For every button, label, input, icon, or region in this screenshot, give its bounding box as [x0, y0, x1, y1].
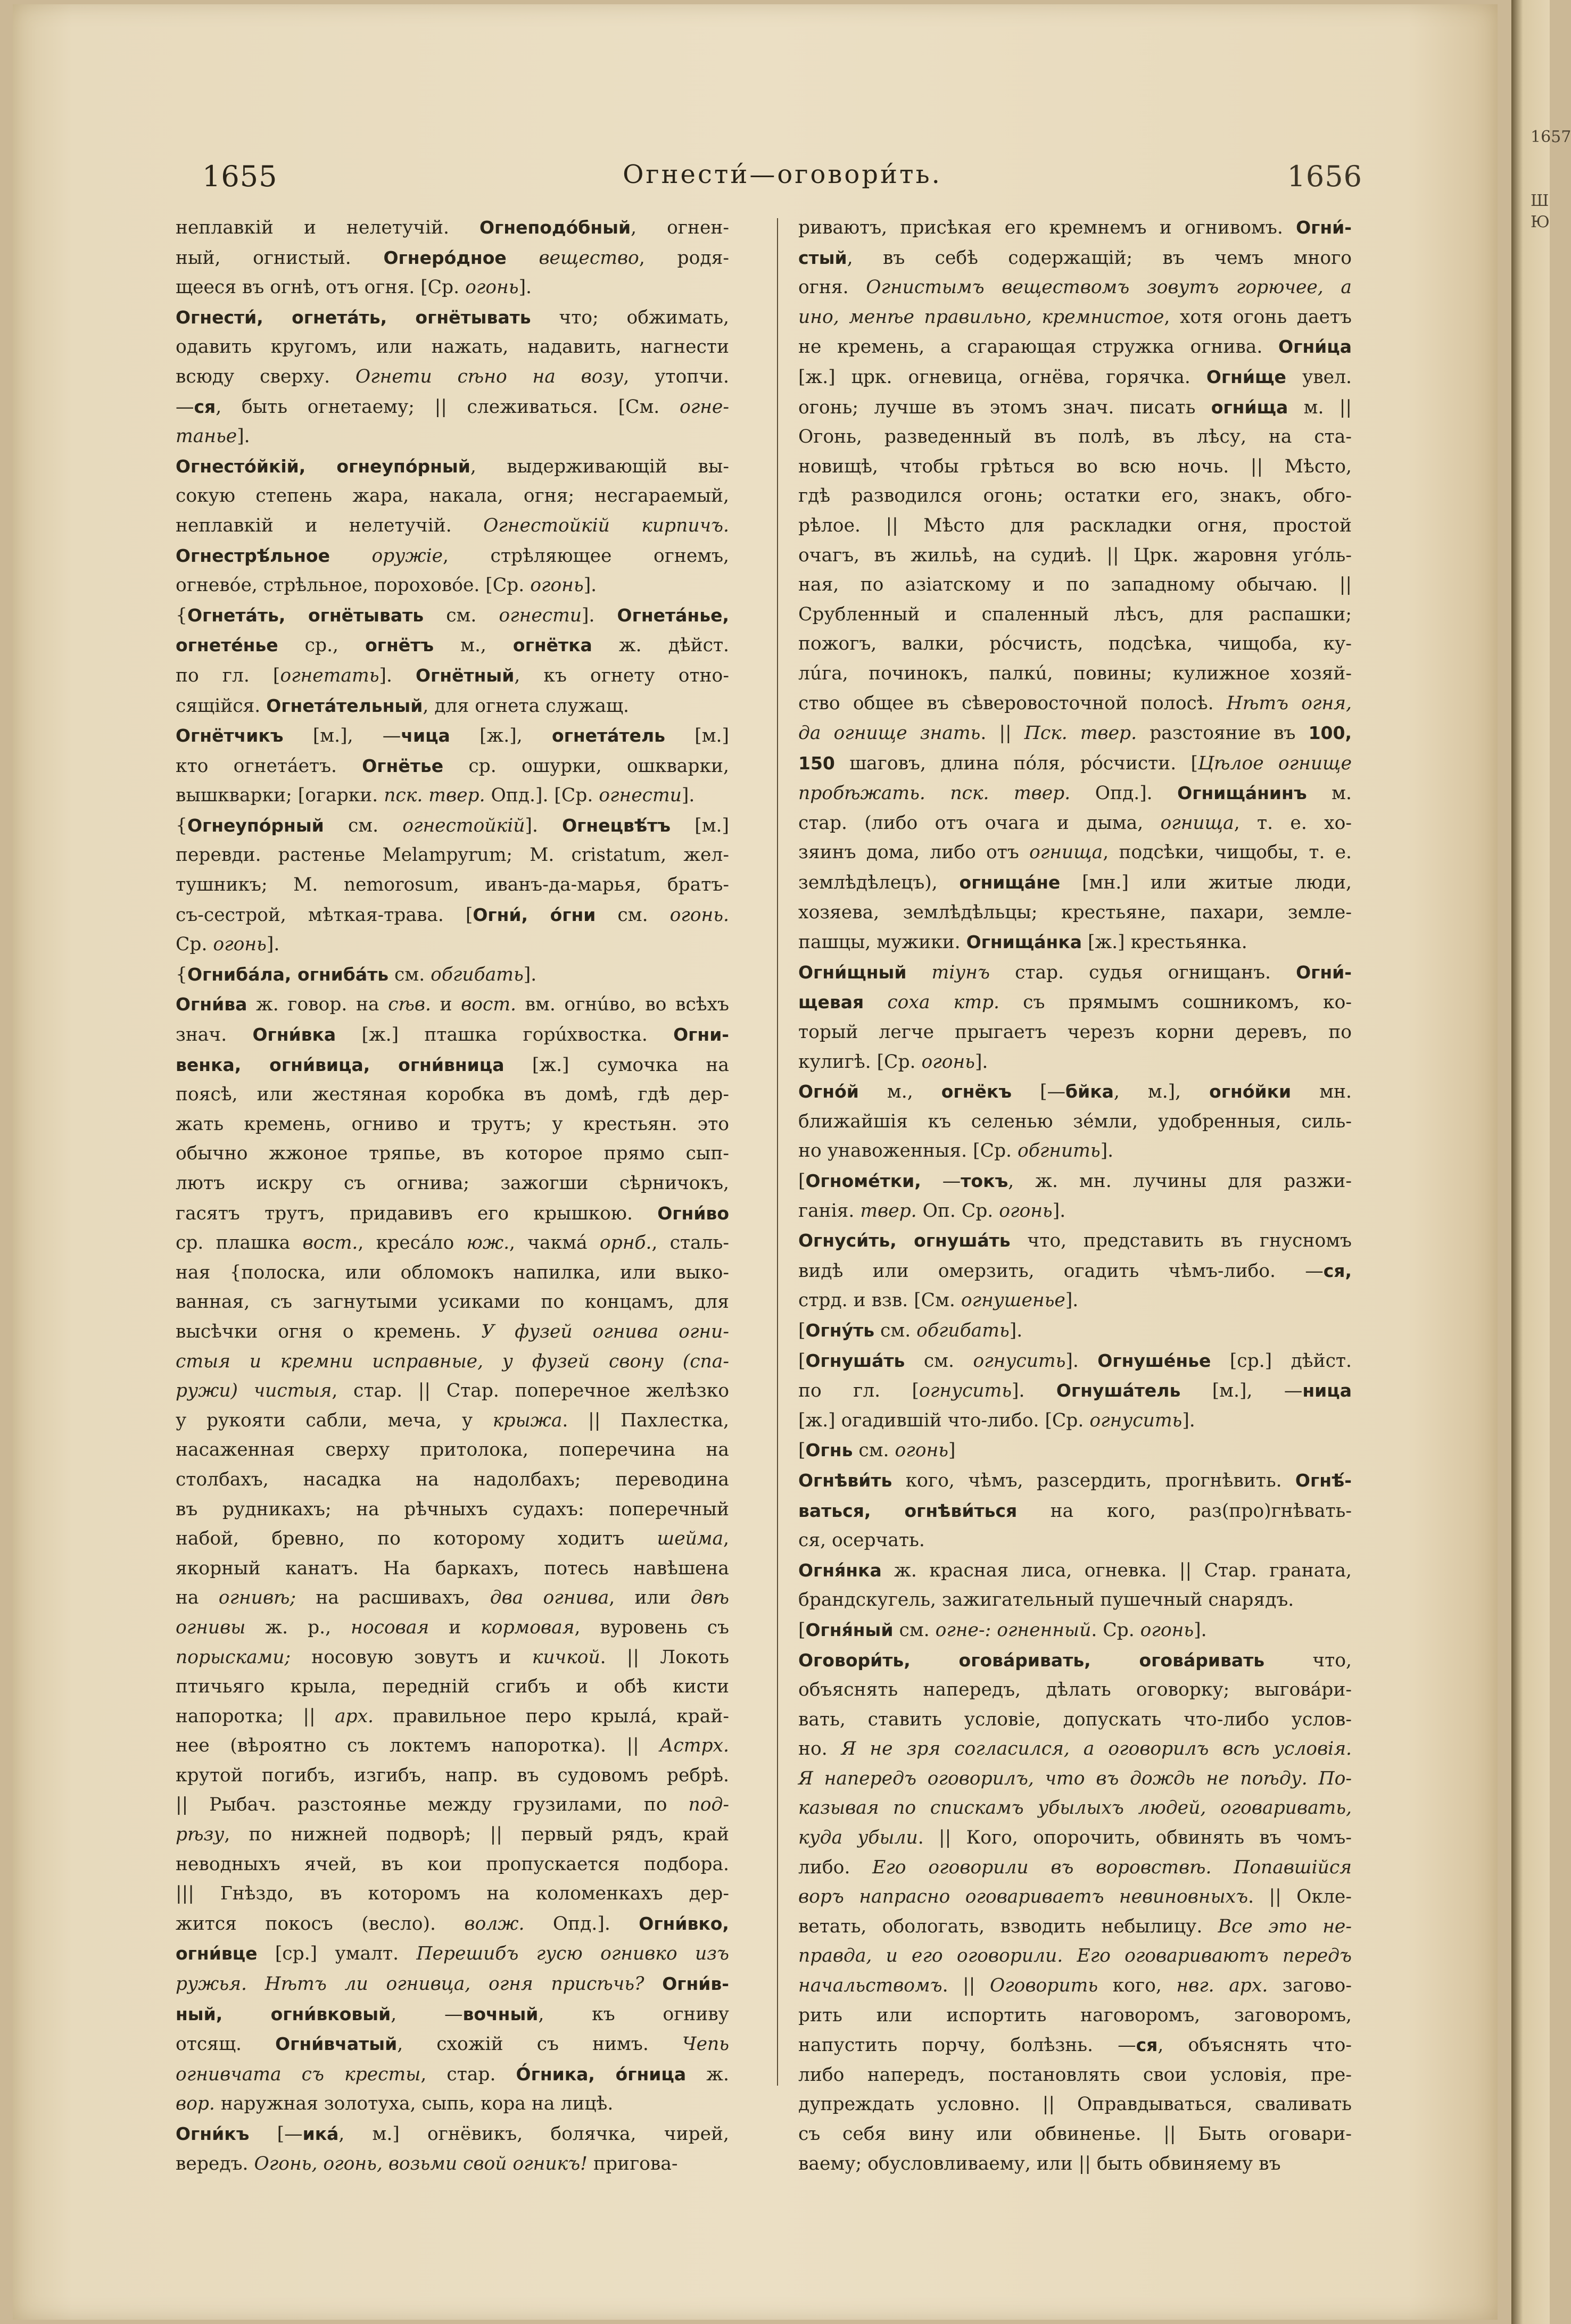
text-line: порысками; носовую зовутъ и кичкой. || Локоть [176, 1646, 729, 1668]
italic-text: огнивы [176, 1616, 246, 1638]
text-line [798, 1794, 1352, 1823]
italic-text: Астрх. [659, 1735, 729, 1757]
text-line: отсящ. Огни́вчатый, схожій съ нимъ. Чепь [176, 2034, 729, 2055]
italic-text: огнища [1029, 842, 1103, 864]
text-line: птичьяго крыла, передній сгибъ и обѣ кисти [176, 1676, 729, 1698]
text-line: очагъ, въ жильѣ, на судиѣ. || Црк. жаровня угóль- [798, 544, 1352, 566]
headword: Огнесто́йкій, огнеупо́рный [176, 455, 470, 477]
text-line: начальствомъ. || Оговорить кого, нвг. арх. загово- [798, 1975, 1352, 1997]
text-line: вор. наружная золотуха, сыпь, кора на лицѣ. [176, 2093, 614, 2115]
italic-text: казывая по спискамъ убылыхъ людей, оговаривать, [798, 1797, 1352, 1819]
italic-text: обгибать [431, 964, 524, 985]
headword: Огнестрѣ́льное [176, 545, 330, 566]
text-line: ся, осерчать. [798, 1530, 925, 1551]
headword: огнётка [512, 635, 592, 656]
text-line: ваться, огнѣви́ться на кого, раз(про)гнѣвать- [798, 1500, 1352, 1522]
headword: Огнеро́дное [383, 247, 507, 268]
text-line: рить или испортить наговоромъ, заговоромъ, [798, 2004, 1352, 2026]
text-line: хозяева, землѣдѣльцы; крестьяне, пахари, земле- [798, 901, 1352, 923]
italic-text: тіунъ [931, 961, 990, 983]
italic-text: огнушенье [961, 1290, 1065, 1312]
italic-text: волж. [464, 1913, 525, 1935]
italic-text: Огнистымъ веществомъ зовутъ горючее, а [866, 277, 1352, 298]
italic-text: огнусить [1089, 1409, 1183, 1431]
headword: Огнеподо́бный [479, 217, 631, 238]
text-line: по гл. [огнусить]. Огнуша́тель [м.], —ница [798, 1380, 1352, 1402]
text-line: огневóе, стрѣльное, пороховóе. [Ср. огонь]. [176, 575, 597, 596]
headword: Огнуша́ть [805, 1350, 905, 1371]
italic-text: вост. [302, 1232, 358, 1254]
text-line: ная, по азіатскому и по западному обычаю. || [798, 574, 1352, 596]
text-line: ванная, съ загнутыми усиками по концамъ, для [176, 1291, 729, 1313]
text-line: Огня́нка ж. красная лиса, огневка. || Стар. граната, [798, 1559, 1352, 1581]
text-line: [Огну́ть см. обгибать]. [798, 1319, 1023, 1341]
text-line: [Огня́ный см. огне-: огненный. Ср. огонь]. [798, 1619, 1207, 1641]
headword: чица [401, 725, 450, 746]
text-line: кто огнетáетъ. Огнётье ср. ошурки, ошкварки, [176, 755, 729, 777]
italic-text: огонь [1140, 1619, 1194, 1641]
headword: Огня́ный [805, 1619, 894, 1640]
headword: Огнета́ть, огнётывать [187, 604, 424, 626]
italic-text: правда, и его оговорили. Его оговариваютъ передъ [798, 1945, 1352, 1967]
text-line [176, 1347, 729, 1377]
text-line: Огни́щный тіунъ стар. судья огнищанъ. Огни́- [798, 961, 1352, 983]
italic-text: огнивѣ; [218, 1587, 296, 1609]
text-line: всюду сверху. Огнети сѣно на возу, утопчи. [176, 366, 729, 387]
italic-text: Огнестойкій кирпичъ. [483, 514, 730, 536]
headword: огнётъ [365, 635, 434, 656]
text-line: ближайшія къ селенью зéмли, удобренныя, силь- [798, 1110, 1352, 1132]
text-line: вередъ. Огонь, огонь, возьми свой огникъ! пригова- [176, 2153, 678, 2174]
text-line: неплавкій и нелетучій. Огнестойкій кирпичъ. [176, 514, 730, 536]
text-line: Огнуси́ть, огнуша́ть что, представить въ гнусномъ [798, 1230, 1352, 1252]
headword: огни́ща [1211, 396, 1288, 418]
text-line: съ себя вину или обвиненье. || Быть оговари- [798, 2123, 1352, 2145]
text-line: [Огнуша́ть см. огнусить]. Огнуше́нье [ср.] дѣйст. [798, 1350, 1352, 1372]
italic-text: Огнети сѣно на возу [355, 366, 624, 387]
headword: огнища́не [959, 872, 1061, 893]
text-line: торый легче прыгаетъ черезъ корни деревъ, по [798, 1022, 1352, 1043]
text-line: Огнести́, огнета́ть, огнётывать что; обжимать, [176, 306, 729, 328]
text-line: Огни́къ [—ика́, м.] огнёвикъ, болячка, чирей, [176, 2123, 729, 2145]
italic-text: огонь [530, 575, 584, 596]
headword: Огнета́тельный [266, 695, 423, 716]
text-line: огонь; лучше въ этомъ знач. писать огни́ща м. || [798, 396, 1352, 418]
text-line: знач. Огни́вка [ж.] пташка горúхвостка. Огни- [176, 1024, 730, 1046]
headword: 150 [798, 752, 835, 774]
italic-text: кормовая [481, 1616, 575, 1638]
italic-text: пск. твер. [384, 785, 485, 807]
text-line: жится покосъ (весло). волж. Опд.]. Огни́вко, [176, 1913, 729, 1935]
italic-text: обгибать [916, 1319, 1010, 1341]
text-line: куда убыли. || Кого, опорочить, обвинять въ чомъ- [798, 1827, 1352, 1849]
headword: огни́вце [176, 1943, 258, 1964]
headword: Огни́, о́гни [473, 904, 596, 925]
headword: Огно́й [798, 1081, 859, 1102]
headword: Огномéтки, [805, 1171, 921, 1191]
text-line: таньe]. [176, 426, 250, 447]
italic-text: Его оговорили въ воровствѣ. Попавшійся [872, 1856, 1352, 1878]
text-line: видѣ или омерзить, огадить чѣмъ-либо. —ся, [798, 1260, 1352, 1282]
text-line: {Огниба́ла, огниба́ть см. обгибать]. [176, 964, 537, 985]
text-line: щееся въ огнѣ, отъ огня. [Ср. огонь]. [176, 277, 532, 298]
text-line: въ рудникахъ; на рѣчныхъ судахъ: поперечный [176, 1498, 729, 1520]
italic-text: огонь [895, 1440, 948, 1462]
text-line: ство общее въ сѣверовосточной полосѣ. Нѣтъ огня, [798, 692, 1352, 714]
text-line: тушникъ; M. nemorosum, иванъ-да-марья, братъ- [176, 874, 729, 896]
headword: огнóйки [1209, 1081, 1292, 1102]
italic-text: Я напередъ оговорилъ, что въ дождь не поѣду. По- [798, 1767, 1352, 1789]
text-line: огня. Огнистымъ веществомъ зовутъ горючее, а [798, 277, 1352, 298]
text-line: пробѣжать. пск. твер. Опд.]. Огнища́нинъ м. [798, 783, 1352, 804]
text-line: якорный канатъ. На баркахъ, потесь навѣшена [176, 1557, 729, 1579]
headword: Огни́во [657, 1202, 729, 1224]
text-line: не кремень, а сгарающая стружка огнива. Огни́ца [798, 336, 1352, 358]
headword: вочный [462, 2003, 539, 2024]
italic-text: да огнище знать [798, 723, 981, 744]
italic-text: ружи) чистыя [176, 1380, 332, 1402]
text-line: огни́вце [ср.] умалт. Перешибъ гусю огнивко изъ [176, 1943, 729, 1965]
text-line: высѣчки огня о кремень. У фузей огнива огни- [176, 1321, 729, 1342]
italic-text: Все это не- [1218, 1915, 1352, 1937]
headword: Огни́- [1296, 217, 1352, 238]
italic-text: кичкой [532, 1646, 600, 1668]
headword: Огнища́нка [966, 932, 1082, 953]
text-line: неплавкій и нелетучій. Огнеподо́бный, огнен- [176, 217, 730, 238]
text-line: || Рыбач. разстоянье между грузилами, по под- [176, 1794, 729, 1816]
text-line: стар. (либо отъ очага и дыма, огнища, т. е. хо- [798, 812, 1352, 834]
text-line: рѣзу, по нижней подворѣ; || первый рядъ, край [176, 1824, 729, 1846]
italic-text: огонь [999, 1200, 1053, 1222]
headword: токъ [961, 1171, 1008, 1191]
italic-text: Оговорить [989, 1975, 1098, 1997]
headword: щевая [798, 992, 864, 1013]
headword: огнете́нье [176, 635, 278, 656]
text-line: риваютъ, присѣкая его кремнемъ и огнивомъ. Огни́- [798, 217, 1352, 238]
italic-text: рѣзу [176, 1824, 225, 1846]
page-number-right: 1656 [1287, 160, 1362, 193]
text-line: [ж.] огадившій что-либо. [Ср. огнусить]. [798, 1409, 1195, 1431]
italic-text: под- [688, 1794, 729, 1816]
headword: огнёкъ [941, 1081, 1012, 1102]
headword: Огнѣ́- [1295, 1470, 1352, 1491]
text-line: Огни́ва ж. говор. на сѣв. и вост. вм. огнúво, во всѣхъ [176, 994, 729, 1016]
text-line: лúга, починокъ, палкú, повины; кулижное хозяй- [798, 662, 1352, 684]
headword: ваться, огнѣви́ться [798, 1500, 1018, 1521]
headword: Огни́в- [662, 1973, 729, 1995]
text-line: поясѣ, или жестяная коробка въ домѣ, гдѣ дер- [176, 1084, 729, 1106]
text-line: сокую степень жара, накала, огня; несгараемый, [176, 485, 729, 507]
headword: Огнеупо́рный [187, 815, 324, 836]
italic-text: нвг. арх. [1176, 1975, 1268, 1997]
text-line: неводныхъ ячей, въ кои пропускается подбора. [176, 1853, 729, 1875]
text-line: [Огномéтки, —токъ, ж. мн. лучины для разжи- [798, 1171, 1352, 1192]
italic-text: огнести [599, 785, 682, 807]
headword: ный, огни́вковый [176, 2003, 391, 2024]
headword: Огни́ще [1206, 366, 1286, 387]
headword: Огня́нка [798, 1559, 882, 1581]
text-line: ||| Гнѣздо, въ которомъ на коломенкахъ дер- [176, 1883, 729, 1905]
headword: Огни- [673, 1024, 730, 1045]
headword: ся [194, 396, 216, 417]
text-line: воръ напрасно оговариваетъ невиновныхъ. || Окле- [798, 1886, 1352, 1908]
italic-text: огнища [1160, 812, 1234, 834]
text-line: ганія. твер. Оп. Ср. огонь]. [798, 1200, 1066, 1222]
text-line: ный, огни́вковый, —вочный, къ огниву [176, 2003, 729, 2025]
headword: Огнётный [415, 665, 515, 686]
text-line: кулигѣ. [Ср. огонь]. [798, 1051, 988, 1073]
italic-text: арх. [334, 1705, 374, 1727]
text-line: вать, ставить условіе, допускать что-либо услов- [798, 1708, 1352, 1730]
text-line: ср. плашка вост., кресáло юж., чакмá орнб., сталь- [176, 1232, 729, 1254]
italic-text: огонь. [669, 904, 730, 926]
headword: Огниба́ла, огниба́ть [187, 964, 389, 985]
italic-text: Я не зря согласился, а оговорилъ всѣ условія. [841, 1738, 1352, 1760]
italic-text: шейма [657, 1528, 724, 1550]
text-line: зяинъ дома, либо отъ огнища, подсѣки, чищобы, т. е. [798, 842, 1352, 864]
text-line: сящійся. Огнета́тельный, для огнета служащ. [176, 695, 629, 717]
italic-text: огне- [679, 396, 729, 418]
italic-text: огнести [499, 604, 582, 626]
text-line: пашцы, мужики. Огнища́нка [ж.] крестьянка. [798, 932, 1247, 953]
page-header [202, 160, 1362, 208]
text-line: новищѣ, чтобы грѣться во всю ночь. || Мѣсто, [798, 455, 1352, 477]
italic-text: куда убыли [798, 1827, 918, 1849]
text-line: лютъ искру съ огнива; зажогши сѣрничокъ, [176, 1173, 729, 1194]
text-line: рѣлое. || Мѣсто для раскладки огня, простой [798, 514, 1352, 536]
italic-text: У фузей огнива огни- [481, 1321, 729, 1342]
text-line: столбахъ, насадка на надолбахъ; переводина [176, 1468, 729, 1490]
italic-text: вост. [461, 994, 516, 1016]
text-line: либо напередъ, постановлять свои условія, пре- [798, 2064, 1352, 2086]
text-line: Огнесто́йкій, огнеупо́рный, выдерживающій вы- [176, 455, 729, 477]
italic-text: огнестойкій [402, 815, 525, 836]
italic-text: Нѣтъ огня, [1226, 692, 1352, 714]
text-line: на огнивѣ; на расшивахъ, два огнива, или двѣ [176, 1587, 730, 1609]
headword: ся, [1323, 1260, 1352, 1281]
text-line: огнете́нье ср., огнётъ м., огнётка ж. дѣйст. [176, 635, 729, 657]
running-head: Огнести́—оговори́ть. [623, 160, 942, 189]
italic-text: Огонь, огонь, возьми свой огникъ! [254, 2153, 588, 2174]
text-line: жать кремень, огниво и трутъ; у крестьян. это [176, 1113, 729, 1135]
text-line: Огнётчикъ [м.], —чица [ж.], огнета́тель [м.] [176, 725, 729, 747]
headword: Огни́вка [252, 1024, 336, 1045]
italic-text: твер. [860, 1200, 917, 1222]
text-line: [ж.] црк. огневица, огнёва, горячка. Огни́ще увел. [798, 366, 1352, 388]
italic-text: Чепь [682, 2034, 729, 2055]
text-line: напустить порчу, болѣзнь. —ся, объяснять что- [798, 2035, 1352, 2056]
italic-text: огнивчата съ кресты [176, 2063, 421, 2085]
italic-text: соха ктр. [887, 992, 999, 1014]
text-line: Огонь, разведенный въ полѣ, въ лѣсу, на ста- [798, 426, 1352, 448]
text-line: Ср. огонь]. [176, 934, 280, 956]
text-line: брандскугель, зажигательный пушечный снарядъ. [798, 1589, 1294, 1611]
headword: 100, [1308, 723, 1352, 744]
text-line: ино, менѣе правильно, кремнистое, хотя огонь даетъ [798, 306, 1352, 328]
italic-text: огне-: огненный [935, 1619, 1092, 1641]
italic-text: Пск. твер. [1024, 723, 1137, 744]
headword: огнета́тель [551, 725, 665, 746]
headword: стый [798, 247, 847, 268]
text-line: пожогъ, валки, рóсчисть, подсѣка, чищоба, ку- [798, 633, 1352, 655]
italic-text: Перешибъ гусю огнивко изъ [416, 1943, 729, 1965]
italic-text: ино, менѣе правильно, кремнистое [798, 306, 1164, 328]
italic-text: юж. [466, 1232, 510, 1254]
headword: Огнецвѣ́тъ [562, 815, 671, 836]
headword: Огнища́нинъ [1177, 783, 1307, 804]
text-line: Огнѣви́ть кого, чѣмъ, разсердить, прогнѣвить. Огнѣ́- [798, 1470, 1352, 1491]
italic-text: сѣв. [388, 994, 431, 1016]
text-line: напоротка; || арх. правильное перо крылá, край- [176, 1705, 729, 1727]
text-line: съ-сестрой, мѣткая-трава. [Огни́, о́гни см. огонь. [176, 904, 730, 926]
text-line: {Огнета́ть, огнётывать см. огнести]. Огнета́нье, [176, 604, 729, 626]
text-line: но. Я не зря согласился, а оговорилъ всѣ условія. [798, 1738, 1352, 1760]
italic-text: таньe [176, 426, 237, 447]
text-line: 150 шаговъ, длина пóля, рóсчисти. [Цѣлое огнище [798, 752, 1352, 774]
italic-text: огонь [213, 934, 267, 956]
italic-text: обгнить [1017, 1140, 1101, 1162]
text-line: ный, огнистый. Огнеро́дное вещество, родя- [176, 247, 729, 269]
italic-text: орнб. [599, 1232, 652, 1254]
text-line: по гл. [огнетать]. Огнётный, къ огнету отно- [176, 665, 729, 686]
headword: ся [1136, 2035, 1158, 2056]
headword: Огнь [805, 1440, 853, 1461]
italic-text: огнусить [973, 1350, 1066, 1372]
text-line: насаженная сверху притолока, поперечина на [176, 1439, 729, 1461]
column-divider [777, 218, 778, 2086]
italic-text: ружья. Нѣтъ ли огнивца, огня присѣчь? [176, 1973, 644, 1995]
italic-text: стыя и кремни исправные, у фузей свону (спа- [176, 1350, 729, 1372]
text-line: объяснять напередъ, дѣлать оговорку; выговáри- [798, 1679, 1352, 1701]
headword: Огну́ть [805, 1319, 875, 1341]
headword: Огнести́, огнета́ть, огнётывать [176, 306, 531, 328]
text-line: одавить кругомъ, или нажать, надавить, нагнести [176, 336, 729, 358]
headword: Огнета́нье, [617, 604, 729, 626]
text-line: [Огнь см. огонь] [798, 1440, 956, 1462]
headword: Огни́вчатый [275, 2034, 398, 2055]
text-line: либо. Его оговорили въ воровствѣ. Попавшійся [798, 1856, 1352, 1878]
text-line: ружи) чистыя, стар. || Стар. поперечное желѣзко [176, 1380, 729, 1402]
italic-text: порысками; [176, 1646, 291, 1668]
text-line: ветать, обологать, взводить небылицу. Все это не- [798, 1915, 1352, 1937]
italic-text: крыжа [492, 1409, 563, 1431]
italic-text: два огнива [490, 1587, 609, 1609]
text-line: нее (вѣроятно съ локтемъ напоротка). || Астрх. [176, 1735, 729, 1757]
headword: Огнётье [362, 755, 444, 776]
text-line: ваему; обусловливаему, или || быть обвиняему въ [798, 2153, 1281, 2174]
right-column [798, 213, 1352, 2179]
italic-text: огнетать [280, 665, 379, 686]
page-number-left: 1655 [202, 160, 278, 193]
headword: Оговори́ть, огова́ривать, оговáривать [798, 1649, 1265, 1671]
headword: Огни́ва [176, 994, 247, 1015]
text-line: набой, бревно, по которому ходитъ шейма, [176, 1528, 729, 1550]
text-line: вышкварки; [огарки. пск. твер. Опд.]. [Ср. огнести]. [176, 785, 695, 807]
italic-text: огнусить [919, 1380, 1012, 1402]
adjacent-page-edge [1511, 0, 1571, 2324]
italic-text: огонь [921, 1051, 975, 1073]
text-line: перевди. растенье Melampyrum; M. cristatum, жел- [176, 844, 729, 866]
headword: Огнѣви́ть [798, 1470, 892, 1491]
text-line: {Огнеупо́рный см. огнестойкій]. Огнецвѣ́тъ [м.] [176, 815, 729, 836]
text-line: гдѣ разводился огонь; остатки его, знакъ, обго- [798, 485, 1352, 507]
text-line: —ся, быть огнетаему; || слеживаться. [См. огне- [176, 396, 729, 418]
text-line: щевая соха ктр. съ прямымъ сошникомъ, ко- [798, 992, 1352, 1014]
headword: Огни́щный [798, 961, 907, 983]
text-line [798, 1941, 1352, 1971]
text-line: огнивчата съ кресты, стар. О́гника, о́гница ж. [176, 2063, 729, 2085]
text-line: Оговори́ть, огова́ривать, оговáривать что, [798, 1649, 1352, 1671]
headword: Огнуси́ть, огнуша́ть [798, 1230, 1011, 1251]
headword: бйка [1065, 1081, 1114, 1102]
text-line: дупреждать условно. || Оправдываться, сваливать [798, 2094, 1352, 2115]
italic-text: воръ напрасно оговариваетъ невиновныхъ [798, 1886, 1248, 1908]
headword: Огни́ца [1278, 336, 1352, 358]
headword: Огнуше́нье [1097, 1350, 1211, 1371]
text-line: Огнестрѣ́льное оружіе, стрѣляющее огнемъ, [176, 545, 729, 567]
italic-text: Цѣлое огнище [1197, 752, 1352, 774]
italic-text: двѣ [690, 1587, 730, 1609]
text-line: Срубленный и спаленный лѣсъ, для распашки; [798, 603, 1352, 625]
text-line: гасятъ трутъ, придавивъ его крышкою. Огни́во [176, 1202, 729, 1224]
headword: ика́ [302, 2123, 339, 2144]
text-line: стый, въ себѣ содержащій; въ чемъ много [798, 247, 1352, 269]
text-line [176, 1969, 729, 1999]
headword: Огнётчикъ [176, 725, 284, 746]
headword: Огни́къ [176, 2123, 250, 2144]
italic-text: начальствомъ [798, 1975, 942, 1997]
headword: О́гника, о́гница [516, 2063, 687, 2085]
italic-text: пробѣжать. пск. твер. [798, 783, 1071, 804]
italic-text: огонь [465, 277, 519, 298]
text-line: у рукояти сабли, меча, у крыжа. || Пахлестка, [176, 1409, 729, 1431]
text-line: ная {полоска, или обломокъ напилка, или выко- [176, 1261, 729, 1283]
adjacent-page-fragment: Ш [1531, 192, 1549, 210]
adjacent-page-number: 1657 [1531, 128, 1571, 146]
headword: ница [1302, 1380, 1352, 1401]
text-line: Огно́й м., огнёкъ [—бйка, м.], огнóйки мн. [798, 1081, 1352, 1103]
text-line: да огнище знать. || Пск. твер. разстояние въ 100, [798, 723, 1352, 744]
headword: Огни́- [1296, 961, 1352, 983]
adjacent-page-fragment: Ю [1531, 213, 1550, 231]
italic-text: вор. [176, 2093, 215, 2115]
headword: Огни́вко, [639, 1913, 729, 1934]
text-line: обычно жжоное тряпье, въ которое прямо сып- [176, 1143, 729, 1165]
left-column [176, 213, 729, 2179]
text-line: огнивы ж. р., носовая и кормовая, вуровень съ [176, 1616, 729, 1638]
text-line: землѣдѣлецъ), огнища́не [мн.] или житые люди, [798, 872, 1352, 894]
italic-text: носовая [351, 1616, 429, 1638]
headword: Огнуша́тель [1056, 1380, 1181, 1401]
italic-text: вещество [539, 247, 639, 269]
text-line: крутой погибъ, изгибъ, напр. въ судовомъ ребрѣ. [176, 1764, 729, 1786]
headword: венка, огни́вица, огни́вница [176, 1054, 505, 1075]
text-line: стрд. и взв. [См. огнушенье]. [798, 1290, 1079, 1312]
text-line: но унавоженныя. [Ср. обгнить]. [798, 1140, 1114, 1162]
text-line [798, 1764, 1352, 1794]
italic-text: оружіе [371, 545, 443, 567]
text-line: венка, огни́вица, огни́вница [ж.] сумочка на [176, 1054, 729, 1076]
